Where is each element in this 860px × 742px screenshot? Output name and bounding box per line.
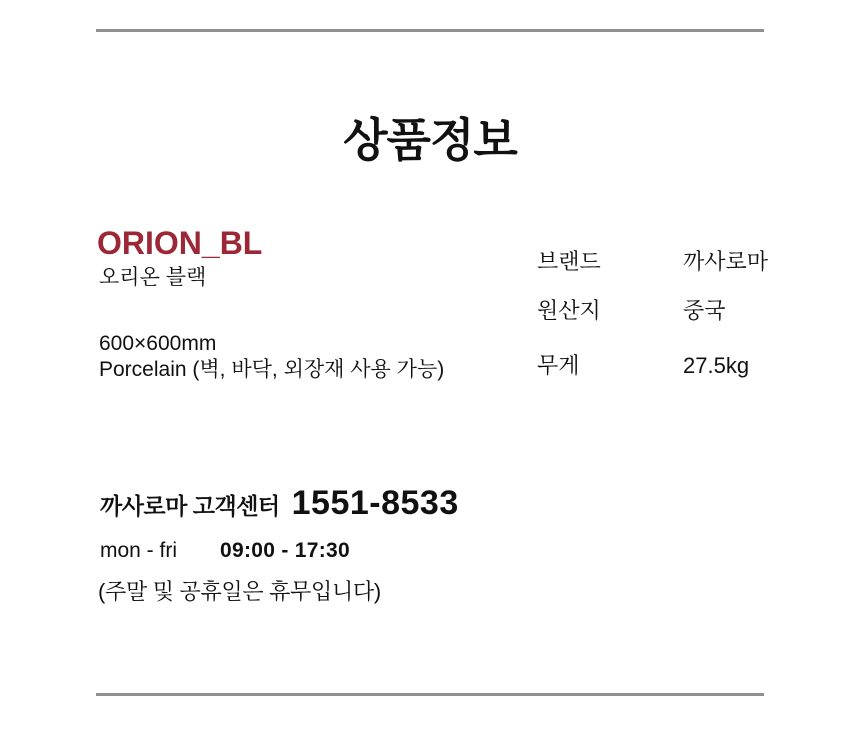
spec-value: 까사로마: [683, 249, 769, 274]
support-hours: 09:00 - 17:30: [220, 539, 350, 562]
support-center-label: 까사로마 고객센터: [100, 493, 280, 519]
spec-row-brand: [537, 250, 777, 274]
support-line-hours: [100, 539, 350, 563]
product-code: ORION_BL: [97, 225, 263, 261]
support-days: mon - fri: [100, 539, 178, 562]
spec-label: 브랜드: [537, 249, 601, 274]
spec-row-weight: [537, 354, 777, 378]
support-note: (주말 및 공휴일은 휴무입니다): [98, 579, 381, 604]
support-line-phone: [100, 484, 459, 523]
top-divider: [96, 29, 764, 32]
spec-value: 중국: [683, 298, 726, 323]
page-title: 상품정보: [343, 114, 517, 166]
spec-label: 무게: [537, 353, 580, 378]
bottom-divider: [96, 693, 764, 696]
product-name-kr: 오리온 블랙: [99, 266, 207, 289]
spec-value: 27.5kg: [683, 353, 750, 378]
support-phone: 1551-8533: [291, 484, 459, 522]
product-spec-lines: [99, 331, 444, 383]
spec-label: 원산지: [537, 298, 601, 323]
product-size: 600×600mm: [99, 332, 217, 355]
spec-row-origin: [537, 299, 777, 323]
product-material: Porcelain (벽, 바닥, 외장재 사용 가능): [99, 358, 445, 381]
